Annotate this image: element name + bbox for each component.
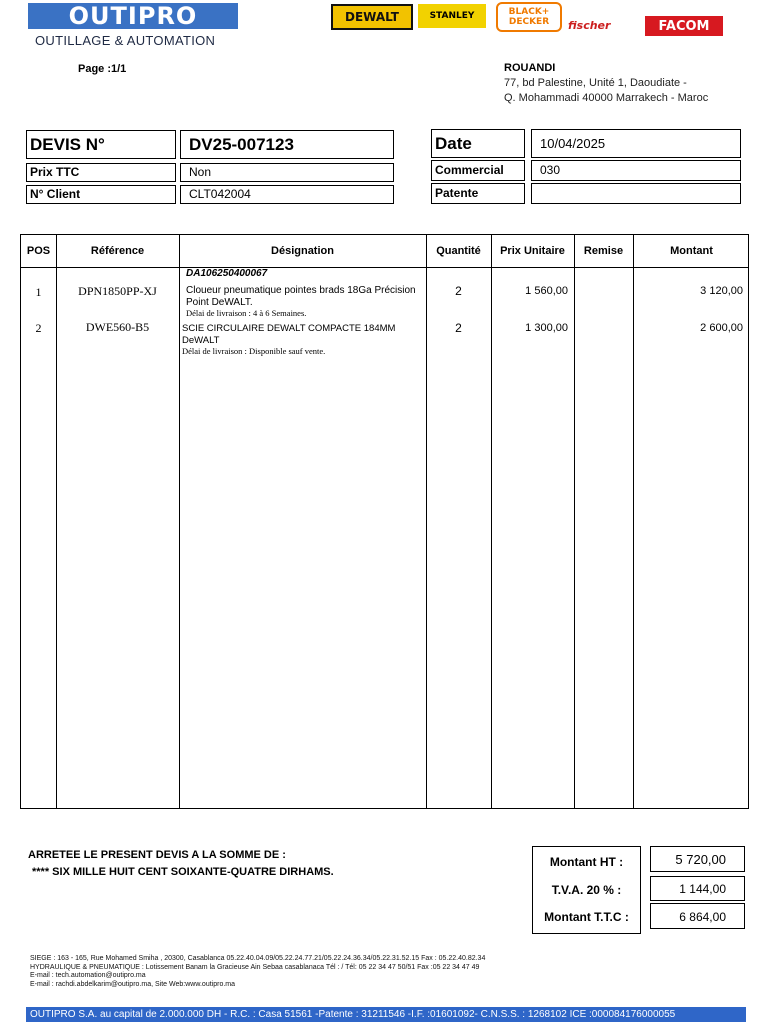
row-quantite: 2 <box>455 321 462 335</box>
column-header-montant: Montant <box>670 245 713 257</box>
total-ht-value: 5 720,00 <box>675 852 726 867</box>
row-montant: 3 120,00 <box>700 285 743 297</box>
client-name: ROUANDI <box>504 62 556 74</box>
column-header-remise: Remise <box>583 245 624 257</box>
company-logo: OUTIPRO <box>28 3 238 29</box>
commercial-label: Commercial <box>431 160 525 181</box>
date-value: 10/04/2025 <box>531 129 741 158</box>
devis-number: DV25-007123 <box>180 130 394 159</box>
table-header-divider <box>21 267 748 268</box>
column-header-pos: POS <box>26 245 51 257</box>
row-pos: 2 <box>35 321 42 335</box>
total-ttc-label: Montant T.T.C : <box>544 910 629 924</box>
client-number-label: N° Client <box>26 185 176 204</box>
row-montant: 2 600,00 <box>700 322 743 334</box>
total-ht-label: Montant HT : <box>549 855 624 869</box>
total-ttc-box <box>650 903 745 929</box>
brand-logo-facom: FACOM <box>645 16 723 36</box>
patente-label: Patente <box>431 183 525 204</box>
commercial-value: 030 <box>531 160 741 181</box>
column-header-designation: Désignation <box>271 245 334 257</box>
page-number: Page :1/1 <box>78 63 127 75</box>
tva-value: 1 144,00 <box>679 882 726 896</box>
tva-label: T.V.A. 20 % : <box>551 883 622 897</box>
row-designation-line1: SCIE CIRCULAIRE DEWALT COMPACTE 184MM <box>182 323 396 334</box>
table-column-divider <box>574 235 575 808</box>
row-designation-line2: Point DeWALT. <box>186 297 253 308</box>
da-reference: DA106250400067 <box>186 268 268 279</box>
brand-logo-black-decker-line2: DECKER <box>508 17 550 27</box>
row-prix-unitaire: 1 560,00 <box>525 285 568 297</box>
amount-in-words: **** SIX MILLE HUIT CENT SOIXANTE-QUATRE DIRHAMS. <box>32 866 334 878</box>
patente-value <box>531 183 741 204</box>
totals-labels-box <box>532 846 641 934</box>
client-number-value: CLT042004 <box>180 185 394 204</box>
row-delivery-delay: Délai de livraison : 4 à 6 Semaines. <box>186 308 307 318</box>
table-column-divider <box>179 235 180 808</box>
brand-logo-black-decker-line1: BLACK+ <box>508 7 550 17</box>
client-address-line2: Q. Mohammadi 40000 Marrakech - Maroc <box>504 92 709 104</box>
row-prix-unitaire: 1 300,00 <box>525 322 568 334</box>
footer-line-email-web: E-mail : rachdi.abdelkarim@outipro.ma, Site Web:www.outipro.ma <box>30 980 235 988</box>
row-delivery-delay: Délai de livraison : Disponible sauf vente. <box>182 346 326 356</box>
legal-footer-band: OUTIPRO S.A. au capital de 2.000.000 DH - R.C. : Casa 51561 -Patente : 31211546 -I.F. :01601092- C.N.S.S. : 1268102 ICE :000084176000055 <box>26 1007 746 1022</box>
brand-logo-black-decker <box>496 2 562 32</box>
total-ht-box <box>650 846 745 872</box>
amount-words-title: ARRETEE LE PRESENT DEVIS A LA SOMME DE : <box>28 849 286 861</box>
row-reference: DPN1850PP-XJ <box>78 284 157 298</box>
client-address-line1: 77, bd Palestine, Unité 1, Daoudiate - <box>504 77 687 89</box>
total-ttc-value: 6 864,00 <box>679 910 726 924</box>
company-tagline: OUTILLAGE & AUTOMATION <box>35 33 216 48</box>
row-designation-line2: DeWALT <box>182 335 220 346</box>
brand-logo-dewalt: DEWALT <box>331 4 413 30</box>
tva-box <box>650 876 745 901</box>
row-reference: DWE560-B5 <box>85 320 150 334</box>
table-column-divider <box>633 235 634 808</box>
footer-line-email-tech: E-mail : tech.automation@outipro.ma <box>30 972 146 980</box>
column-header-quantite: Quantité <box>436 245 481 257</box>
footer-line-hydraulique: HYDRAULIQUE & PNEUMATIQUE : Lotissement Banam la Gracieuse Ain Sebaa casablanaca Tél : / Tél: 05 22 34 47 50/51 Fax :05 22 34 47 49 <box>30 963 480 971</box>
footer-line-siege: SIEGE : 163 - 165, Rue Mohamed Smiha , 20300, Casablanca 05.22.40.04.09/05.22.24.77.21/05.22.24.36.34/05.22.31.52.15 Fax : 05.22.40.82.34 <box>30 955 486 962</box>
prix-ttc-value: Non <box>180 163 394 182</box>
brand-logo-stanley: STANLEY <box>418 4 486 28</box>
date-label: Date <box>431 129 525 158</box>
column-header-reference: Référence <box>90 245 145 257</box>
row-quantite: 2 <box>455 284 462 298</box>
row-pos: 1 <box>35 285 42 299</box>
items-table <box>20 234 749 809</box>
row-designation-line1: Cloueur pneumatique pointes brads 18Ga Précision <box>186 285 416 296</box>
client-address <box>504 76 754 106</box>
table-column-divider <box>491 235 492 808</box>
footer-contact <box>30 955 485 989</box>
devis-label: DEVIS N° <box>26 130 176 159</box>
brand-logo-fischer: fischer <box>568 18 611 32</box>
column-header-prix-unitaire: Prix Unitaire <box>500 245 565 257</box>
prix-ttc-label: Prix TTC <box>26 163 176 182</box>
